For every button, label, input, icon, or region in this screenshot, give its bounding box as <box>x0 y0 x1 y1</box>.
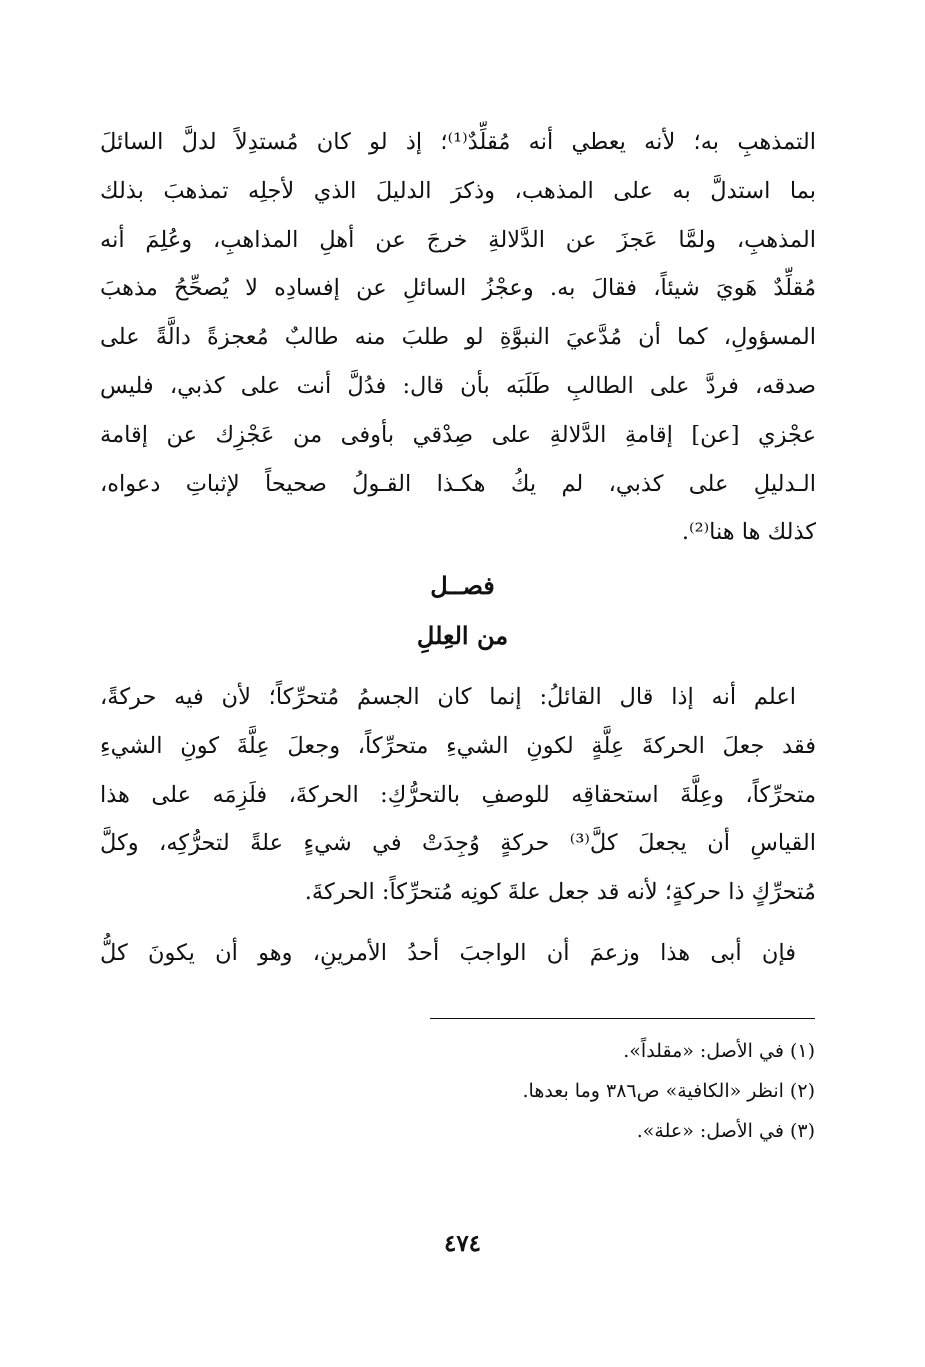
text-line: بما استدلَّ به على المذهب، وذكرَ الدليلَ الذي لأجلِه تمذهبَ بذلك <box>100 177 816 204</box>
text-line: مُتحرِّكٍ ذا حركةٍ؛ لأنه قد جعل علةَ كونِه مُتحرِّكاً: الحركةَ. <box>304 879 816 906</box>
paragraph-3 <box>100 929 816 978</box>
page-number: ٤٧٤ <box>443 1230 482 1257</box>
text-line: القياسِ أن يجعلَ كلَّ⁽³⁾ حركةٍ وُجِدَتْ في شيءٍ علةً لتحرُّكِه، وكلَّ <box>100 830 816 857</box>
text-line: صدقه، فردَّ على الطالبِ طَلَبَه بأن قال: فدُلَّ أنت على كذبي، فليس <box>100 372 816 399</box>
text-line: المذهبِ، ولمَّا عَجزَ عن الدَّلالةِ خرجَ عن أهلِ المذاهبِ، وعُلِمَ أنه <box>100 226 816 253</box>
text-line: مُقلِّدٌ هَويَ شيئاً، فقالَ به. وعجْزُ السائلِ عن إفسادِه لا يُصحِّحُ مذهبَ <box>100 275 816 302</box>
text-line: متحرِّكاً، وعِلَّةَ استحقاقِه للوصفِ بالتحرُّكِ: الحركةَ، فلَزِمَه على هذا <box>100 781 816 808</box>
text-line: فإن أبى هذا وزعمَ أن الواجبَ أحدُ الأمرينِ، وهو أن يكونَ كلُّ <box>100 940 796 966</box>
section-subheading: من العِللِ <box>416 621 509 650</box>
text-line: التمذهبِ به؛ لأنه يعطي أنه مُقلِّدٌ⁽¹⁾؛ إذ لو كان مُستدِلاً لدلَّ السائلَ <box>100 129 816 155</box>
paragraph-2 <box>100 673 816 917</box>
text-line: المسؤولِ، كما أن مُدَّعيَ النبوَّةِ لو طلبَ منه طالبٌ مُعجزةً دالَّةً على <box>100 324 816 351</box>
footnote-2: (٢) انظر «الكافية» ص٣٨٦ وما بعدها. <box>522 1080 815 1102</box>
text-line: فقد جعلَ الحركةَ عِلَّةٍ لكونِ الشيءِ متحرِّكاً، وجعلَ عِلَّةَ كونِ الشيءِ <box>100 732 816 759</box>
footnote-3: (٣) في الأصل: «علة». <box>636 1120 815 1142</box>
text-line: اعلم أنه إذا قال القائلُ: إنما كان الجسمُ مُتحرِّكاً؛ لأن فيه حركةً، <box>100 684 796 710</box>
section-heading: فصــل <box>430 571 495 600</box>
text-line: عجْزي [عن] إقامةِ الدَّلالةِ على صِدْقي بأوفى من عَجْزِك عن إقامة <box>100 421 816 448</box>
paragraph-1 <box>100 118 816 557</box>
footnote-1: (١) في الأصل: «مقلداً». <box>623 1040 815 1062</box>
text-line: كذلك ها هنا⁽²⁾. <box>681 519 816 546</box>
text-line: الـدليلِ على كذبي، لم يكُ هكـذا القـولُ صحيحاً لإثباتِ دعواه، <box>100 470 816 497</box>
footnote-divider <box>430 1018 815 1019</box>
